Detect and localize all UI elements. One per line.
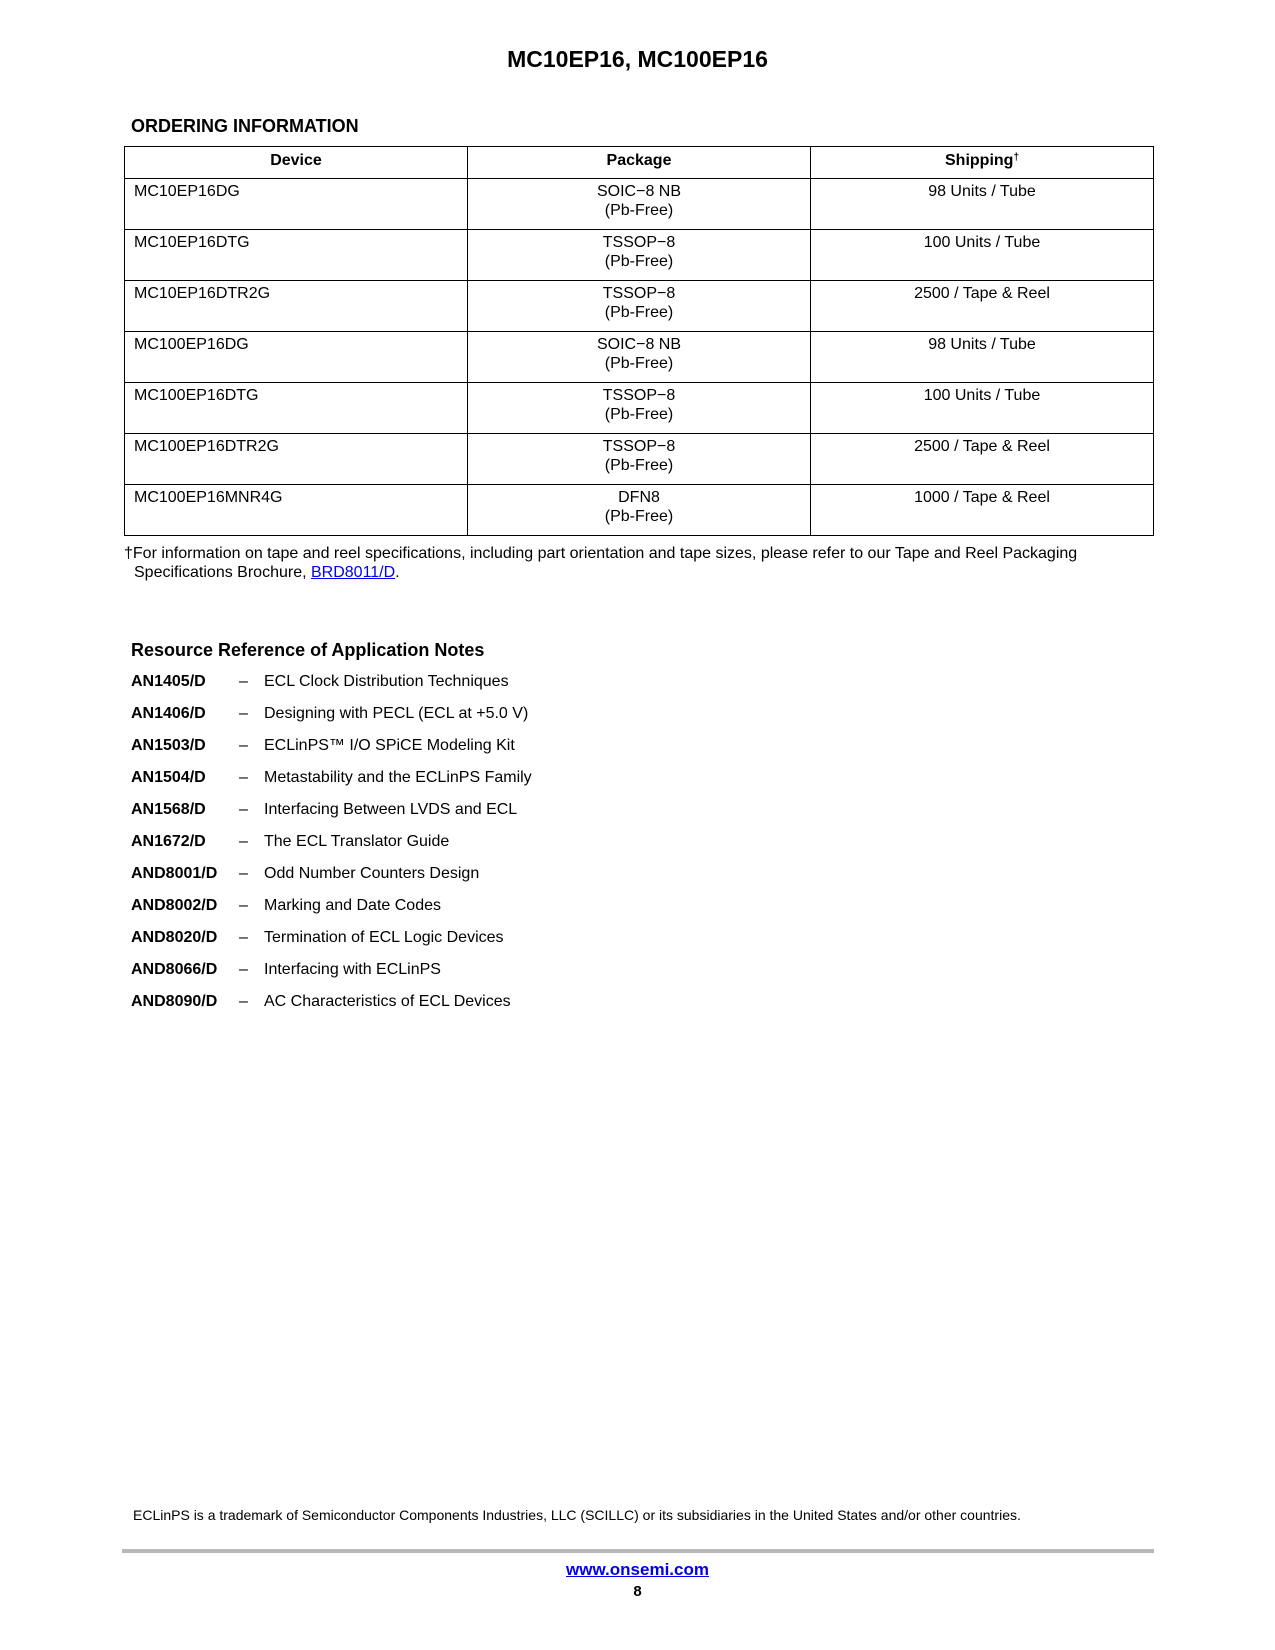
package-cell [468,281,811,332]
app-note-dash: – [239,833,248,850]
package-note: (Pb-Free) [604,202,674,219]
list-item [131,832,831,864]
app-note-dash: – [239,929,248,946]
shipping-header-label: Shipping [945,152,1014,169]
app-note-dash: – [239,737,248,754]
package-note: (Pb-Free) [604,406,674,423]
package-name: DFN8 [618,489,660,506]
page-title: MC10EP16, MC100EP16 [507,46,768,72]
column-header-device: Device [125,147,468,179]
app-note-id: AND8066/D [131,961,218,978]
package-note: (Pb-Free) [604,304,674,321]
trademark-notice: ECLinPS is a trademark of Semiconductor Components Industries, LLC (SCILLC) or its subsidiaries in the United States and/or other countries. [133,1507,1021,1523]
list-item [131,736,831,768]
list-item [131,704,831,736]
shipping-cell: 100 Units / Tube [811,230,1154,281]
app-note-title: Interfacing Between LVDS and ECL [264,801,518,818]
package-cell [468,485,811,536]
app-note-title: Designing with PECL (ECL at +5.0 V) [264,705,529,722]
app-note-title: Termination of ECL Logic Devices [264,929,504,946]
package-note: (Pb-Free) [604,355,674,372]
list-item [131,928,831,960]
list-item [131,960,831,992]
app-note-dash: – [239,961,248,978]
website-link[interactable]: www.onsemi.com [566,1560,709,1579]
table-row [125,281,1154,332]
footnote-line-2-prefix: Specifications Brochure, [134,564,311,581]
app-note-title: Odd Number Counters Design [264,865,480,882]
application-notes-list [131,672,831,1024]
app-note-id: AN1568/D [131,801,206,818]
app-note-dash: – [239,897,248,914]
column-header-package: Package [468,147,811,179]
app-note-id: AN1672/D [131,833,206,850]
device-cell: MC10EP16DTG [125,230,468,281]
app-note-title: Interfacing with ECLinPS [264,961,441,978]
list-item [131,768,831,800]
shipping-cell: 100 Units / Tube [811,383,1154,434]
app-note-title: Metastability and the ECLinPS Family [264,769,532,786]
package-note: (Pb-Free) [604,457,674,474]
package-cell [468,434,811,485]
footnote-line-1: †For information on tape and reel specifications, including part orientation and tape sizes, please refer to our Tape and Reel Packaging [124,545,1078,562]
shipping-cell: 98 Units / Tube [811,179,1154,230]
package-cell [468,230,811,281]
package-cell [468,179,811,230]
device-cell: MC100EP16DG [125,332,468,383]
page-number: 8 [633,1583,642,1600]
package-cell [468,383,811,434]
app-note-id: AND8002/D [131,897,218,914]
app-note-id: AND8090/D [131,993,218,1010]
device-cell: MC100EP16DTG [125,383,468,434]
app-note-dash: – [239,993,248,1010]
app-note-id: AND8001/D [131,865,218,882]
app-note-dash: – [239,865,248,882]
app-note-id: AN1406/D [131,705,206,722]
app-note-title: Marking and Date Codes [264,897,441,914]
table-row [125,383,1154,434]
app-note-id: AN1503/D [131,737,206,754]
app-note-title: AC Characteristics of ECL Devices [264,993,511,1010]
app-note-dash: – [239,801,248,818]
package-name: TSSOP−8 [602,438,676,455]
column-header-shipping [811,147,1154,179]
app-note-id: AN1504/D [131,769,206,786]
table-header-row [125,147,1154,179]
app-note-title: The ECL Translator Guide [264,833,450,850]
app-note-title: ECLinPS™ I/O SPiCE Modeling Kit [264,737,515,754]
app-note-dash: – [239,769,248,786]
package-note: (Pb-Free) [604,253,674,270]
footer-website [0,1560,1275,1580]
ordering-information-heading: ORDERING INFORMATION [131,116,359,136]
list-item [131,672,831,704]
package-cell [468,332,811,383]
shipping-cell: 2500 / Tape & Reel [811,281,1154,332]
footer-divider [122,1549,1154,1553]
table-row [125,332,1154,383]
device-cell: MC10EP16DG [125,179,468,230]
package-name: TSSOP−8 [602,387,676,404]
list-item [131,992,831,1024]
shipping-footnote [124,544,1154,582]
package-note: (Pb-Free) [604,508,674,525]
app-note-id: AN1405/D [131,673,206,690]
table-row [125,230,1154,281]
package-name: TSSOP−8 [602,285,676,302]
app-note-title: ECL Clock Distribution Techniques [264,673,509,690]
brochure-link[interactable]: BRD8011/D [310,564,396,581]
footnote-line-2-suffix: . [395,564,400,581]
table-row [125,434,1154,485]
package-name: SOIC−8 NB [596,336,682,353]
shipping-cell: 98 Units / Tube [811,332,1154,383]
footnote-line-2 [124,563,1154,582]
ordering-table-body [125,179,1154,536]
package-name: TSSOP−8 [602,234,676,251]
app-note-dash: – [239,673,248,690]
ordering-table [124,146,1154,536]
dagger-footnote-mark: † [1013,152,1019,163]
package-name: SOIC−8 NB [596,183,682,200]
device-cell: MC10EP16DTR2G [125,281,468,332]
list-item [131,864,831,896]
list-item [131,896,831,928]
table-row [125,179,1154,230]
application-notes-heading: Resource Reference of Application Notes [131,640,485,660]
device-cell: MC100EP16DTR2G [125,434,468,485]
app-note-id: AND8020/D [131,929,218,946]
table-row [125,485,1154,536]
device-cell: MC100EP16MNR4G [125,485,468,536]
shipping-cell: 2500 / Tape & Reel [811,434,1154,485]
app-note-dash: – [239,705,248,722]
shipping-cell: 1000 / Tape & Reel [811,485,1154,536]
list-item [131,800,831,832]
